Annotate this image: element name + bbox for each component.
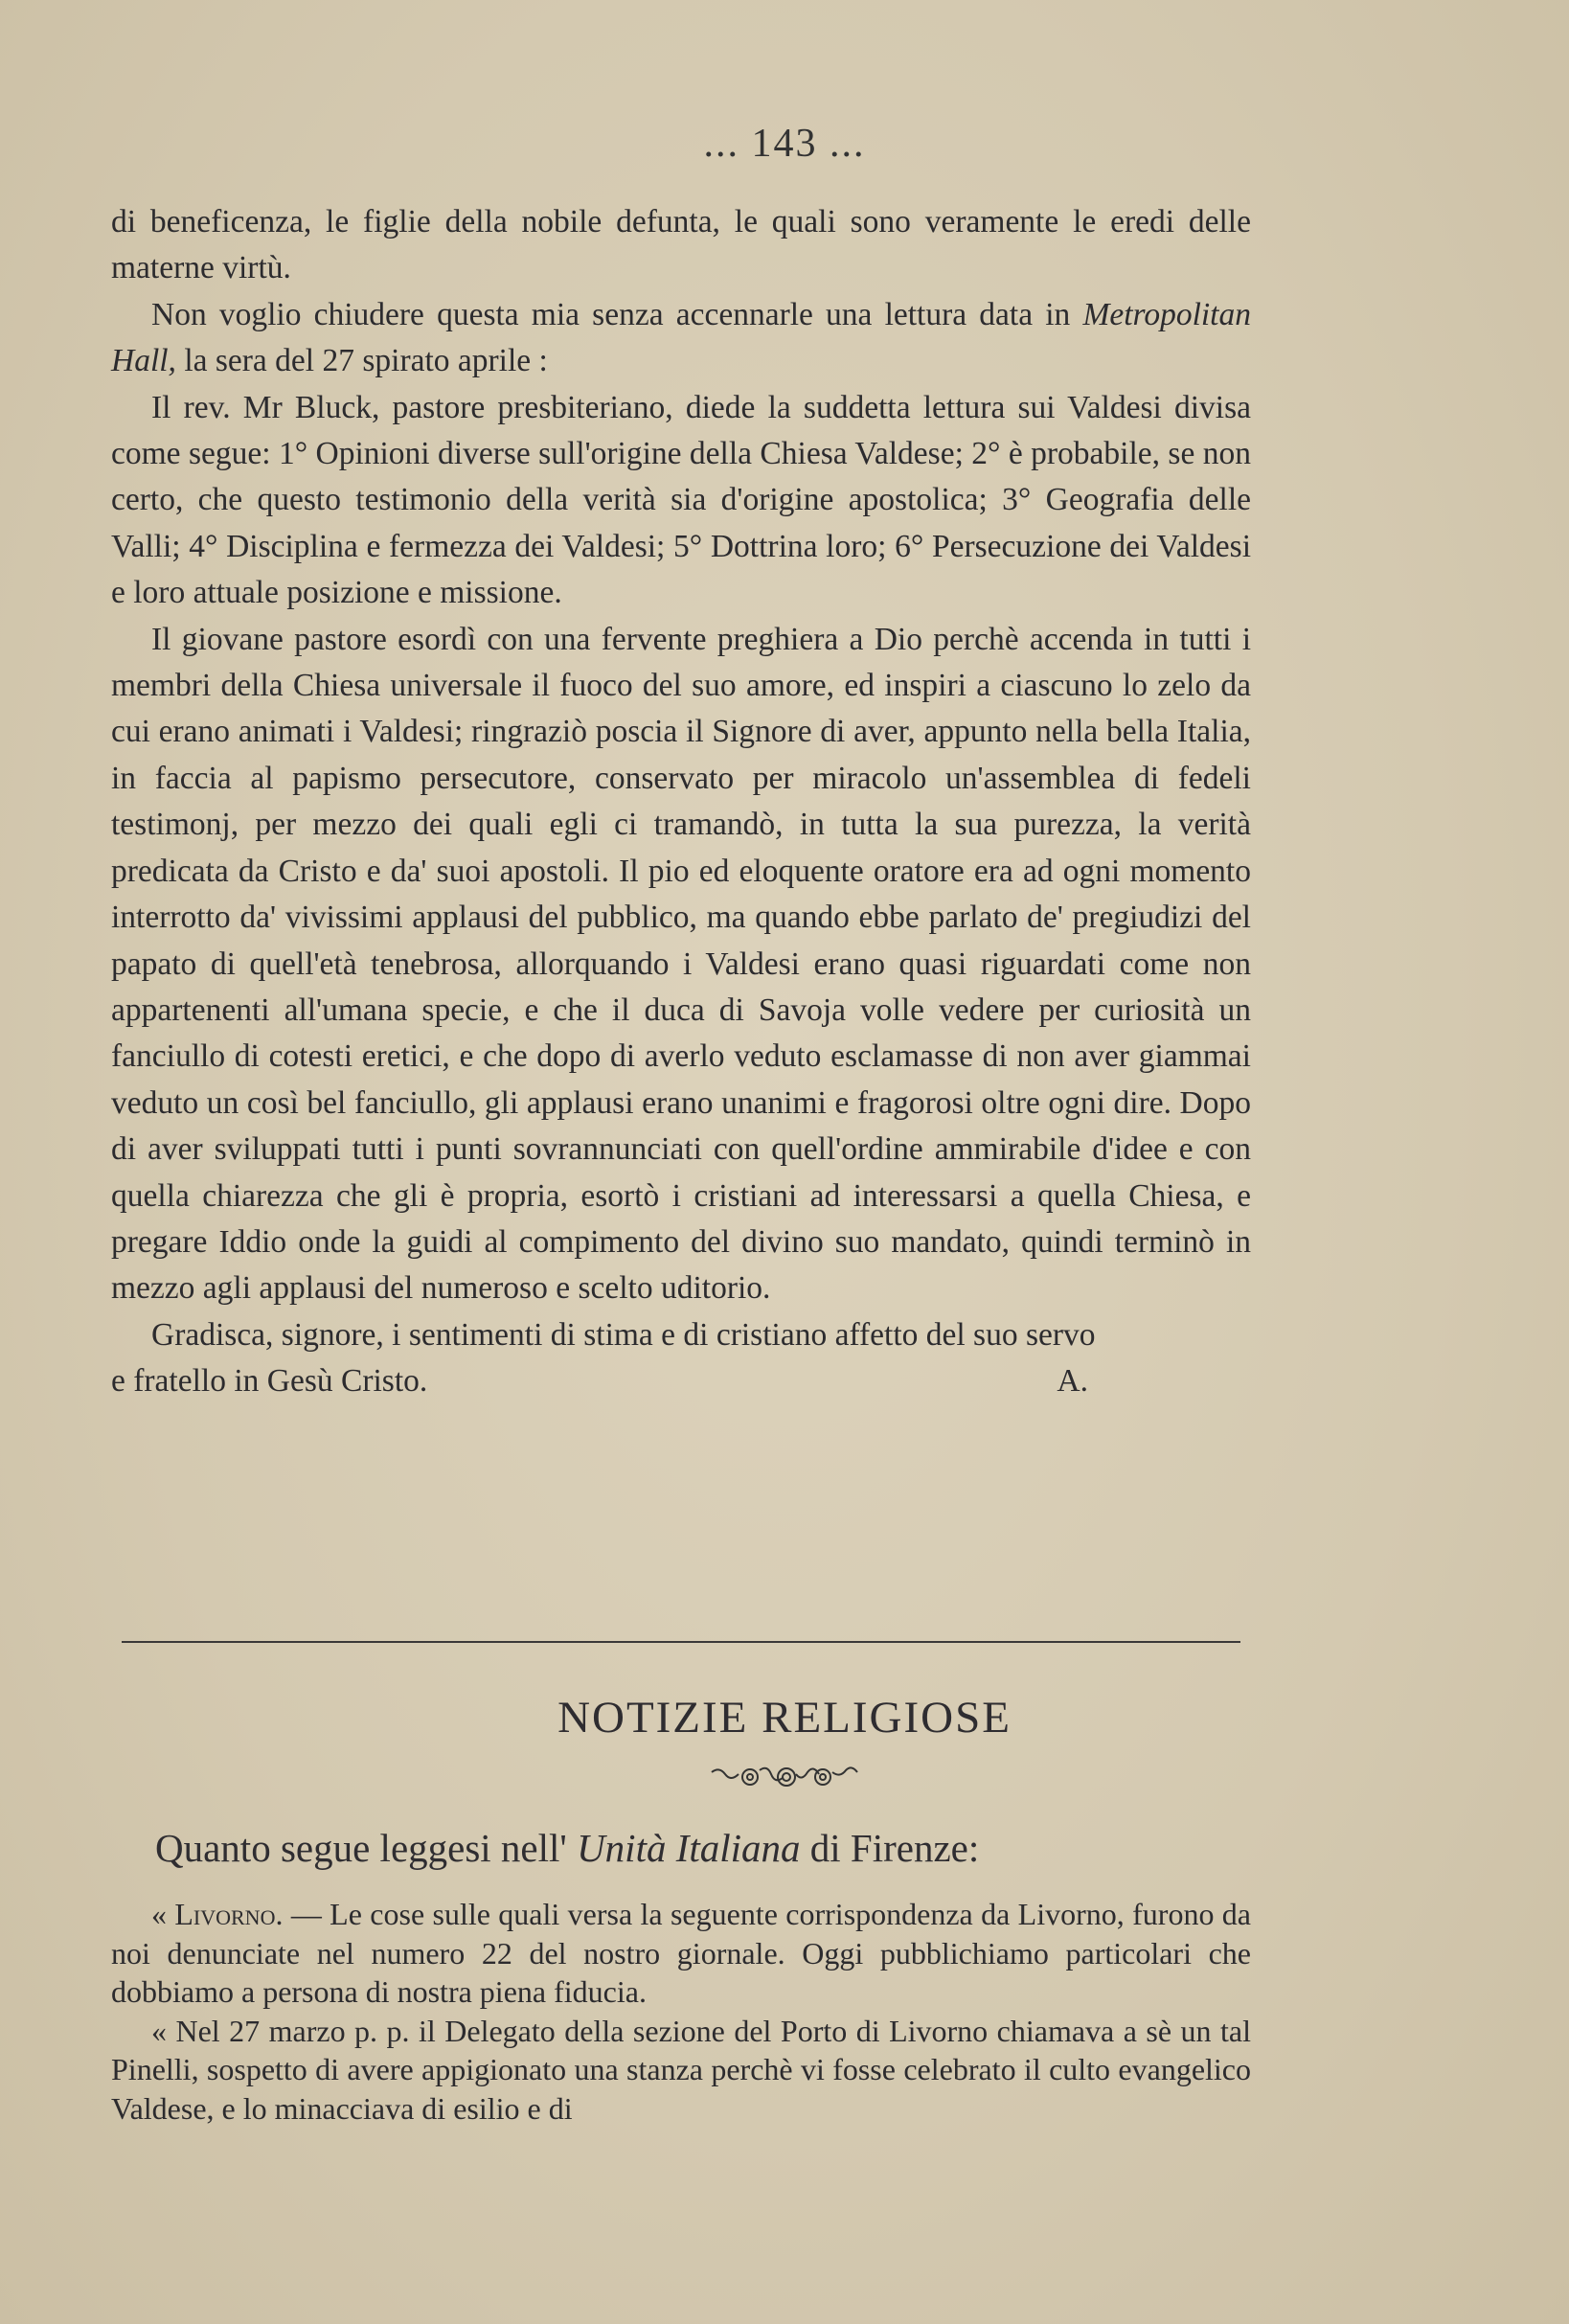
paragraph-text: — Le cose sulle quali versa la seguente corrispondenza da Livorno, furono da noi denunciate nel numero 22 del nostro giornale. Oggi pubblichiamo particolari che dobbiamo a persona di nostra piena fiducia. (111, 1897, 1252, 2009)
newspaper-name: Unità Italiana (577, 1826, 801, 1870)
page-number: ... 143 ... (703, 122, 866, 166)
letter-body (111, 199, 1251, 1405)
closing-text: e fratello in Gesù Cristo. (111, 1363, 428, 1400)
subheading (155, 1825, 979, 1871)
paragraph: Il giovane pastore esordì con una fervente preghiera a Dio perchè accenda in tutti i membri della Chiesa universale il fuoco del suo amore, ed inspiri a ciascuno lo zelo da cui erano animati i Valdesi; ringraziò poscia il Signore di aver, appunto nella bella Italia, in faccia al papismo persecutore, conservato per miracolo un'assemblea di fedeli testimonj, per mezzo dei quali egli ci tramandò, in tutta la sua purezza, la verità predicata da Cristo e da' suoi apostoli. Il pio ed eloquente oratore era ad ogni momento interrotto da' vivissimi applausi del pubblico, ma quando ebbe parlato de' pregiudizi del papato di quell'età tenebrosa, allorquando i Valdesi erano quasi riguardati come non appartenenti all'umana specie, e che il duca di Savoja volle vedere per curiosità un fanciullo di cotesti eretici, e che dopo di averlo veduto esclamasse di non aver giammai veduto un così bel fanciullo, gli applausi erano unanimi e fragorosi oltre ogni dire. Dopo di aver sviluppati tutti i punti sovrannunciati con quell'ordine ammirabile d'idee e con quella chiarezza che gli è propria, esortò i cristiani ad interessarsi a quella Chiesa, e pregare Iddio onde la guidi al compimento del divino suo mandato, quindi terminò in mezzo agli applausi del numeroso e scelto uditorio. (111, 621, 1251, 1307)
paragraph-text: Non voglio chiudere questa mia senza accennarle una lettura data in (151, 296, 1083, 332)
paragraph (111, 292, 1251, 385)
subheading-text: Quanto segue leggesi nell' (155, 1826, 578, 1870)
paragraph (111, 1895, 1251, 2012)
ornament-icon (708, 1761, 861, 1793)
ornament-icon (0, 1761, 1569, 1797)
paragraph-text: la sera del 27 spirato aprile : (175, 343, 548, 379)
signoff-line (111, 1358, 1251, 1404)
venue-name: Metropolitan Hall, (111, 296, 1251, 379)
section-divider (122, 1641, 1240, 1643)
place-name: Livorno. (174, 1897, 284, 1931)
signature: A. (1057, 1363, 1088, 1400)
paragraph: di beneficenza, le figlie della nobile defunta, le quali sono veramente le eredi delle materne virtù. (111, 204, 1251, 286)
paragraph: Gradisca, signore, i sentimenti di stima e di cristiano affetto del suo servo (151, 1316, 1096, 1353)
paragraph: « Nel 27 marzo p. p. il Delegato della sezione del Porto di Livorno chiamava a sè un tal Pinelli, sospetto di avere appigionato una stanza perchè vi fosse celebrato il culto evangelico Valdese, e lo minacciava di esilio e di (111, 2013, 1251, 2126)
quote-open: « (151, 1897, 175, 1931)
subheading-text: di Firenze: (800, 1826, 980, 1870)
news-body (111, 1895, 1251, 2128)
section-title: NOTIZIE RELIGIOSE (557, 1693, 1012, 1743)
paragraph: Il rev. Mr Bluck, pastore presbiteriano, diede la suddetta lettura sui Valdesi divisa come segue: 1° Opinioni diverse sull'origine della Chiesa Valdese; 2° è probabile, se non certo, che questo testimonio della verità sia d'origine apostolica; 3° Geografia delle Valli; 4° Disciplina e fermezza dei Valdesi; 5° Dottrina loro; 6° Persecuzione dei Valdesi e loro attuale posizione e missione. (111, 389, 1251, 611)
